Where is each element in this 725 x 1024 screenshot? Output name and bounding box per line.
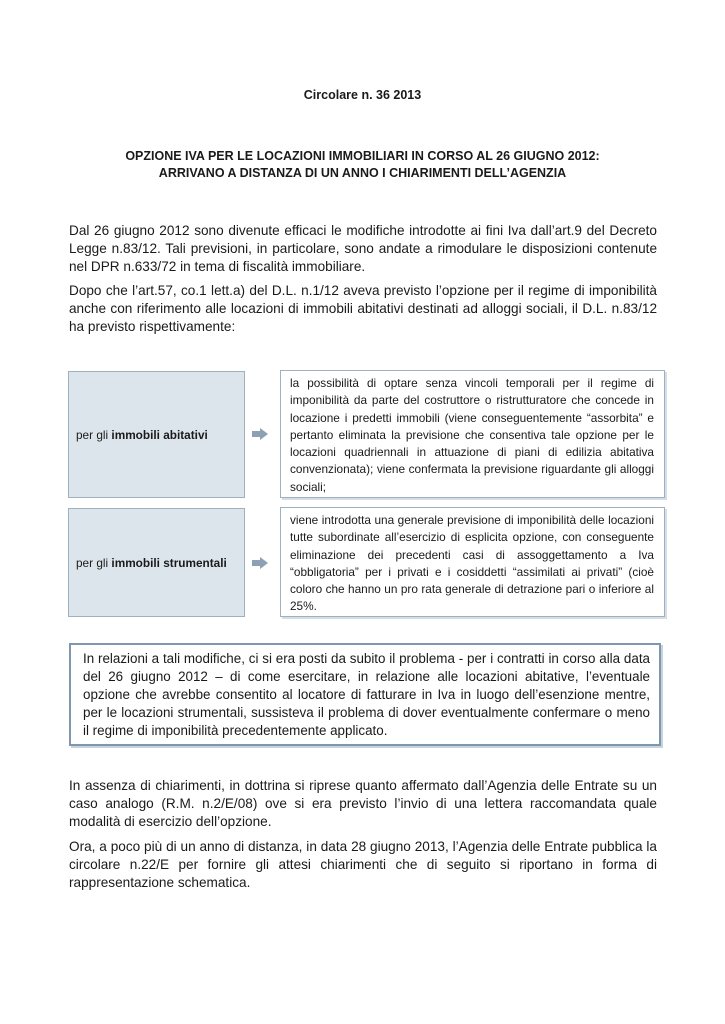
category-label [76, 428, 208, 442]
right-arrow-icon [252, 428, 268, 440]
document-headline [60, 148, 665, 182]
category-prefix: per gli [76, 555, 112, 570]
category-box-strumentali [68, 508, 245, 617]
category-name: immobili abitativi [111, 427, 208, 442]
category-label [76, 556, 227, 570]
paragraph-intro: Dal 26 giugno 2012 sono divenute efficaci le modifiche introdotte ai fini Iva dall’art.9 del Decreto Legge n.83/12. Tali previsioni, in particolare, sono andate a rimodulare le disposizioni contenute nel DPR n.633/72 in tema di fiscalità immobiliare. [69, 223, 657, 274]
description-box-strumentali: viene introdotta una generale previsione di imponibilità delle locazioni tutte subordinate all’esercizio di esplicita opzione, con conseguente eliminazione dei precedenti casi di assoggettamento a Iva “obbligatoria” per i privati e i cosiddetti “assimilati ai privati” (cioè coloro che hanno un pro rata generale di detrazione pari o inferiore al 25%. [280, 507, 665, 617]
description-box-abitativi: la possibilità di optare senza vincoli temporali per il regime di imponibilità da parte del costruttore o ristrutturatore che concede in locazione i predetti immobili (viene conseguentemente “assorbita” e pertanto eliminata la previsione che consentiva tale opzione per le locazioni quadriennali in attuazione di piani di edilizia abitativa convenzionata); viene confermata la previsione riguardante gli alloggi sociali; [280, 370, 665, 498]
category-box-abitativi [68, 371, 245, 498]
headline-line-2: ARRIVANO A DISTANZA DI UN ANNO I CHIARIMENTI DELL’AGENZIA [158, 166, 567, 180]
document-title: Circolare n. 36 2013 [303, 88, 422, 102]
headline-line-1: OPZIONE IVA PER LE LOCAZIONI IMMOBILIARI IN CORSO AL 26 GIUGNO 2012: [125, 149, 600, 163]
category-prefix: per gli [76, 427, 112, 442]
paragraph-conclusion: Ora, a poco più di un anno di distanza, in data 28 giugno 2013, l’Agenzia delle Entrate pubblica la circolare n.22/E per fornire gli attesi chiarimenti che di seguito si riportano in forma di rappresentazione schematica. [69, 839, 657, 890]
category-name: immobili strumentali [111, 555, 227, 570]
right-arrow-icon [252, 557, 268, 569]
highlight-box: In relazioni a tali modifiche, ci si era posti da subito il problema - per i contratti in corso alla data del 26 giugno 2012 – di come esercitare, in relazione alle locazioni abitative, l’eventuale opzione che avrebbe consentito al locatore di fatturare in Iva in luogo dell’esenzione mentre, per le locazioni strumentali, sussisteva il problema di dover eventualmente confermare o meno il regime di imponibilità precedentemente applicato. [69, 643, 661, 746]
paragraph-doctrine: In assenza di chiarimenti, in dottrina si riprese quanto affermato dall’Agenzia delle Entrate su un caso analogo (R.M. n.2/E/08) ove si era previsto l’invio di una lettera raccomandata quale modalità di esercizio dell’opzione. [69, 778, 657, 829]
paragraph-context: Dopo che l’art.57, co.1 lett.a) del D.L. n.1/12 aveva previsto l’opzione per il regime di imponibilità anche con riferimento alle locazioni di immobili abitativi destinati ad alloggi sociali, il D.L. n.83/12 ha previsto rispettivamente: [69, 283, 657, 334]
